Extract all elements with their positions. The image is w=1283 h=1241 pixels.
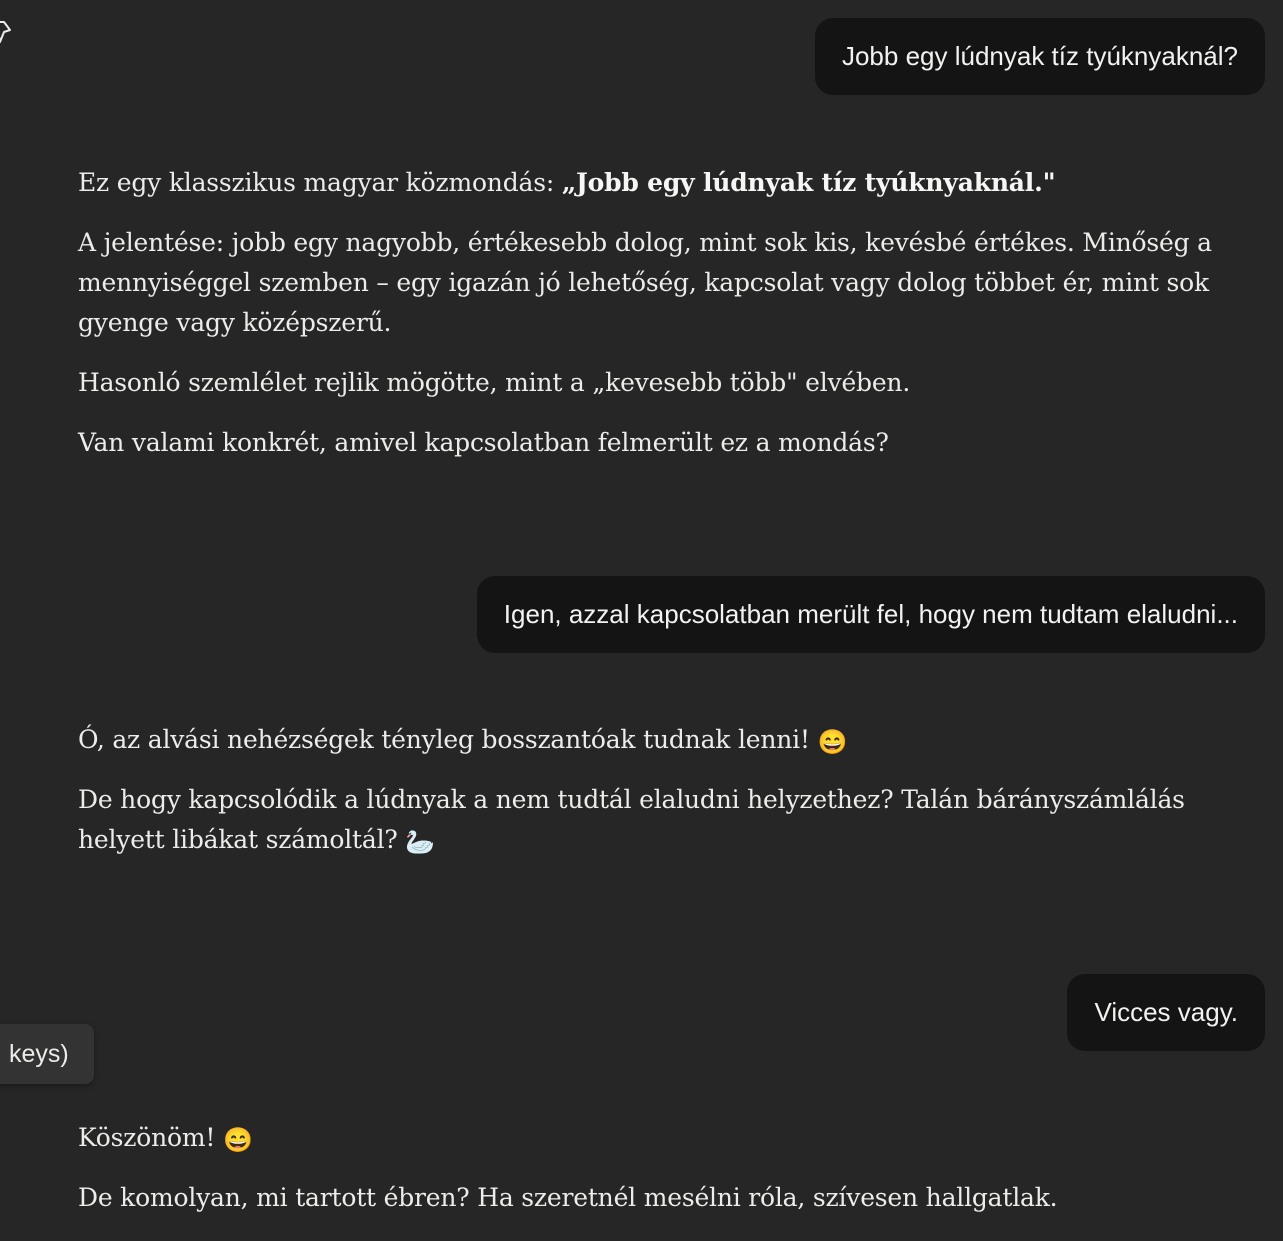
assistant-paragraph: De komolyan, mi tartott ébren? Ha szeretnél mesélni róla, szívesen hallgatlak. xyxy=(78,1183,1058,1212)
user-message-3: Vicces vagy. xyxy=(1067,974,1265,1051)
assistant-message-2 xyxy=(78,720,1218,880)
assistant-paragraph xyxy=(78,780,1218,860)
assistant-text: Köszönöm! xyxy=(78,1123,216,1152)
assistant-message-1 xyxy=(78,163,1218,483)
proverb-bold: „Jobb egy lúdnyak tíz tyúknyaknál." xyxy=(561,168,1056,197)
assistant-text: Ez egy klasszikus magyar közmondás: xyxy=(78,168,562,197)
assistant-paragraph xyxy=(78,163,1218,203)
assistant-text: De hogy kapcsolódik a lúdnyak a nem tudtál elaludni helyzethez? Talán bárányszámlálás helyett libákat számoltál? xyxy=(78,785,1185,854)
assistant-paragraph xyxy=(78,720,1218,760)
assistant-paragraph xyxy=(78,1118,1218,1158)
pin-icon[interactable] xyxy=(0,20,12,44)
swan-emoji-icon: 🦢 xyxy=(405,828,436,856)
user-message-2: Igen, azzal kapcsolatban merült fel, hogy nem tudtam elaludni... xyxy=(477,576,1265,653)
grinning-face-emoji-icon: 😄 xyxy=(222,1126,253,1154)
assistant-message-3 xyxy=(78,1118,1218,1238)
tooltip: keys) xyxy=(0,1024,94,1084)
assistant-paragraph: Van valami konkrét, amivel kapcsolatban felmerült ez a mondás? xyxy=(78,428,889,457)
assistant-text: Ó, az alvási nehézségek tényleg bosszantóak tudnak lenni! xyxy=(78,725,810,754)
user-message-1: Jobb egy lúdnyak tíz tyúknyaknál? xyxy=(815,18,1265,95)
grinning-face-emoji-icon: 😄 xyxy=(817,728,848,756)
assistant-paragraph: Hasonló szemlélet rejlik mögötte, mint a „kevesebb több" elvében. xyxy=(78,368,911,397)
assistant-paragraph: A jelentése: jobb egy nagyobb, értékesebb dolog, mint sok kis, kevésbé értékes. Minőség a mennyiséggel szemben – egy igazán jó lehetőség, kapcsolat vagy dolog többet ér, mint sok gyenge vagy középszerű. xyxy=(78,228,1212,337)
